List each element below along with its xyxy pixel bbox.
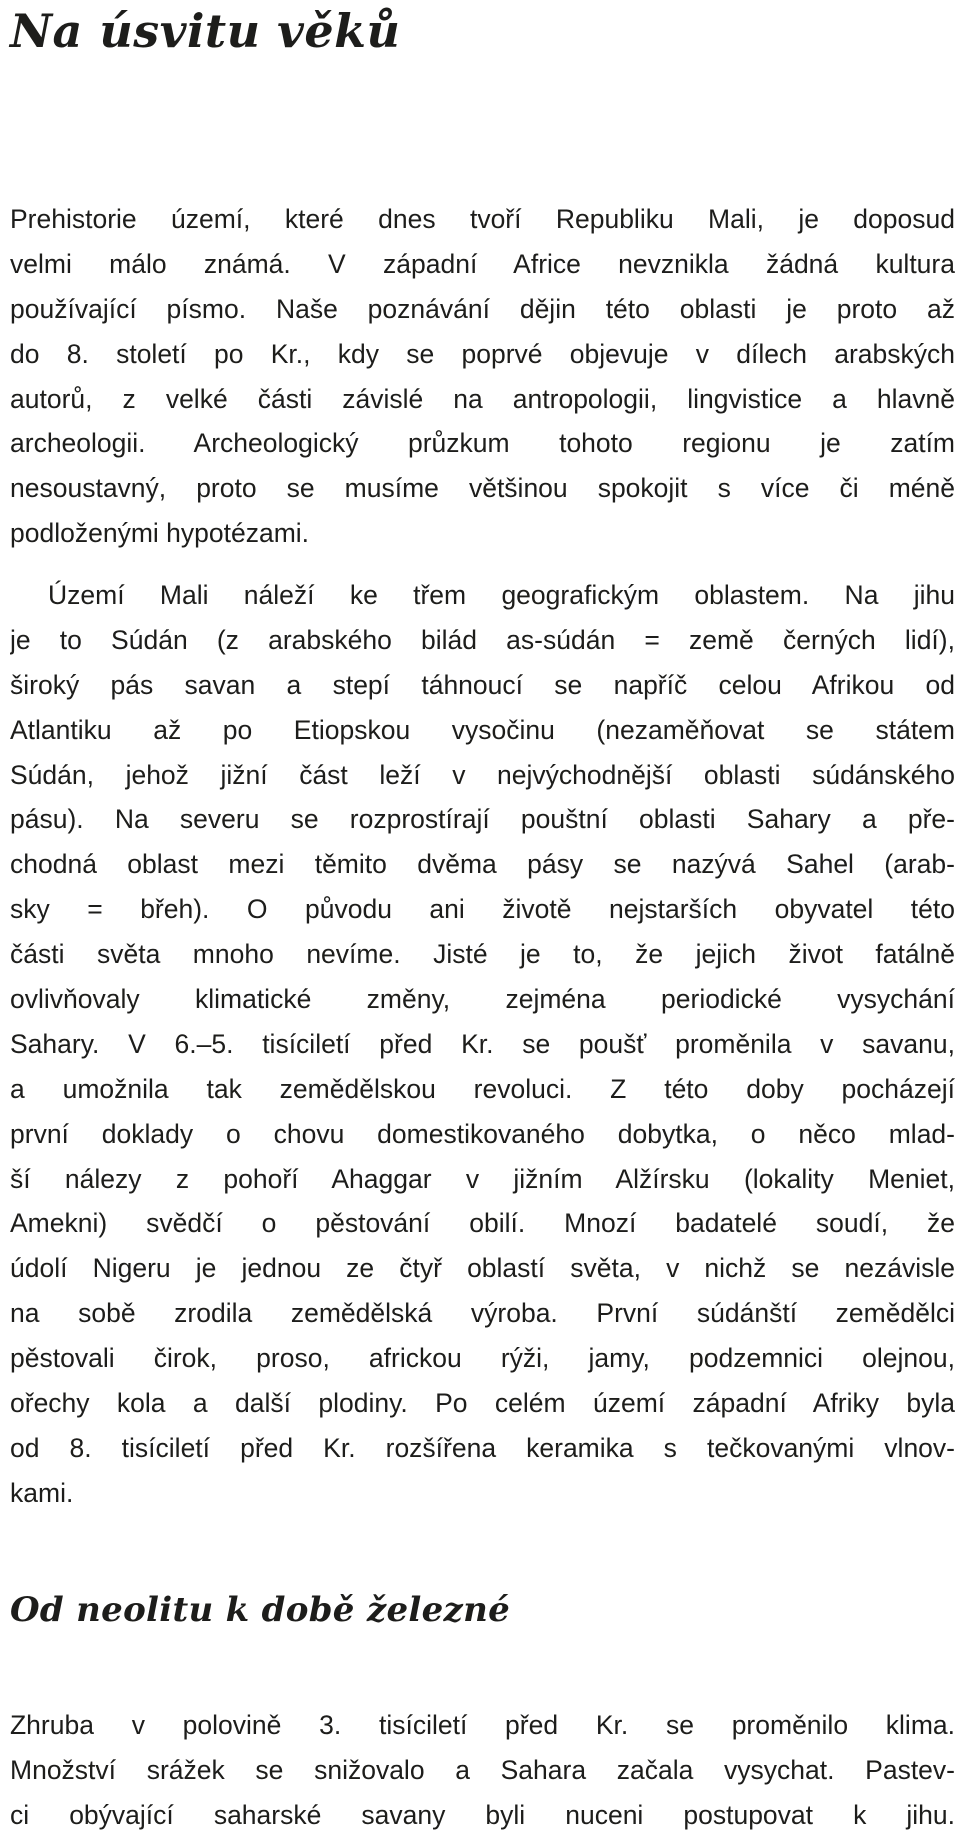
text-line: ořechy kola a další plodiny. Po celém území západní Afriky byla bbox=[10, 1388, 955, 1419]
text-line: první doklady o chovu domestikovaného dobytka, o něco mlad- bbox=[10, 1118, 955, 1149]
text-line: Súdán, jehož jižní část leží v nejvýchodnější oblasti súdánského bbox=[10, 759, 955, 790]
text-line: údolí Nigeru je jednou ze čtyř oblastí světa, v nichž se nezávisle bbox=[10, 1253, 955, 1284]
text-line: kami. bbox=[10, 1477, 74, 1508]
text-line: ci obývající saharské savany byli nuceni postupovat k jihu. bbox=[10, 1800, 955, 1830]
text-line: nesoustavný, proto se musíme většinou spokojit s více či méně bbox=[10, 473, 955, 504]
text-line: pásu). Na severu se rozprostírají pouštní oblasti Sahary a pře- bbox=[10, 804, 955, 835]
text-line: pěstovali čirok, proso, africkou rýži, jamy, podzemnici olejnou, bbox=[10, 1343, 955, 1374]
paragraph-climate bbox=[10, 1703, 955, 1838]
text-line: autorů, z velké části závislé na antropologii, lingvistice a hlavně bbox=[10, 383, 955, 414]
text-line: archeologii. Archeologický průzkum tohoto regionu je zatím bbox=[10, 428, 955, 459]
text-line: Území Mali náleží ke třem geografickým oblastem. Na jihu bbox=[48, 580, 955, 610]
text-line: sky = břeh). O původu ani životě nejstarších obyvatel této bbox=[10, 894, 955, 925]
text-line: od 8. tisíciletí před Kr. rozšířena keramika s tečkovanými vlnov- bbox=[10, 1432, 955, 1463]
text-line: ovlivňovaly klimatické změny, zejména periodické vysychání bbox=[10, 984, 955, 1015]
text-line: používající písmo. Naše poznávání dějin této oblasti je proto až bbox=[10, 293, 955, 324]
chapter-title: Na úsvitu věků bbox=[10, 4, 401, 58]
text-line: Atlantiku až po Etiopskou vysočinu (nezaměňovat se státem bbox=[10, 714, 955, 745]
text-line: Amekni) svědčí o pěstování obilí. Mnozí badatelé soudí, že bbox=[10, 1208, 955, 1239]
text-line: na sobě zrodila zemědělská výroba. První súdánští zemědělci bbox=[10, 1298, 955, 1329]
text-line: podloženými hypotézami. bbox=[10, 518, 310, 549]
text-line: části světa mnoho nevíme. Jisté je to, že jejich život fatálně bbox=[10, 939, 955, 970]
text-line: Množství srážek se snižovalo a Sahara začala vysychat. Pastev- bbox=[10, 1755, 955, 1785]
text-line: chodná oblast mezi těmito dvěma pásy se nazývá Sahel (arab- bbox=[10, 849, 955, 880]
text-line: do 8. století po Kr., kdy se poprvé objevuje v dílech arabských bbox=[10, 338, 955, 369]
text-line: Prehistorie území, které dnes tvoří Republiku Mali, je doposud bbox=[10, 204, 955, 234]
text-line: je to Súdán (z arabského bilád as-súdán = země černých lidí), bbox=[10, 624, 955, 655]
text-line: široký pás savan a stepí táhnoucí se napříč celou Afrikou od bbox=[10, 669, 955, 700]
text-line: Sahary. V 6.–5. tisíciletí před Kr. se poušť proměnila v savanu, bbox=[10, 1028, 955, 1059]
text-line: Zhruba v polovině 3. tisíciletí před Kr. se proměnilo klima. bbox=[10, 1710, 955, 1740]
paragraph-geography bbox=[10, 573, 955, 1516]
paragraph-prehistory bbox=[10, 197, 955, 556]
text-line: a umožnila tak zemědělskou revoluci. Z této doby pocházejí bbox=[10, 1073, 955, 1104]
text-line: ší nálezy z pohoří Ahaggar v jižním Alžírsku (lokality Meniet, bbox=[10, 1163, 955, 1194]
section-title: Od neolitu k době železné bbox=[10, 1590, 511, 1630]
text-line: velmi málo známá. V západní Africe nevznikla žádná kultura bbox=[10, 248, 955, 279]
